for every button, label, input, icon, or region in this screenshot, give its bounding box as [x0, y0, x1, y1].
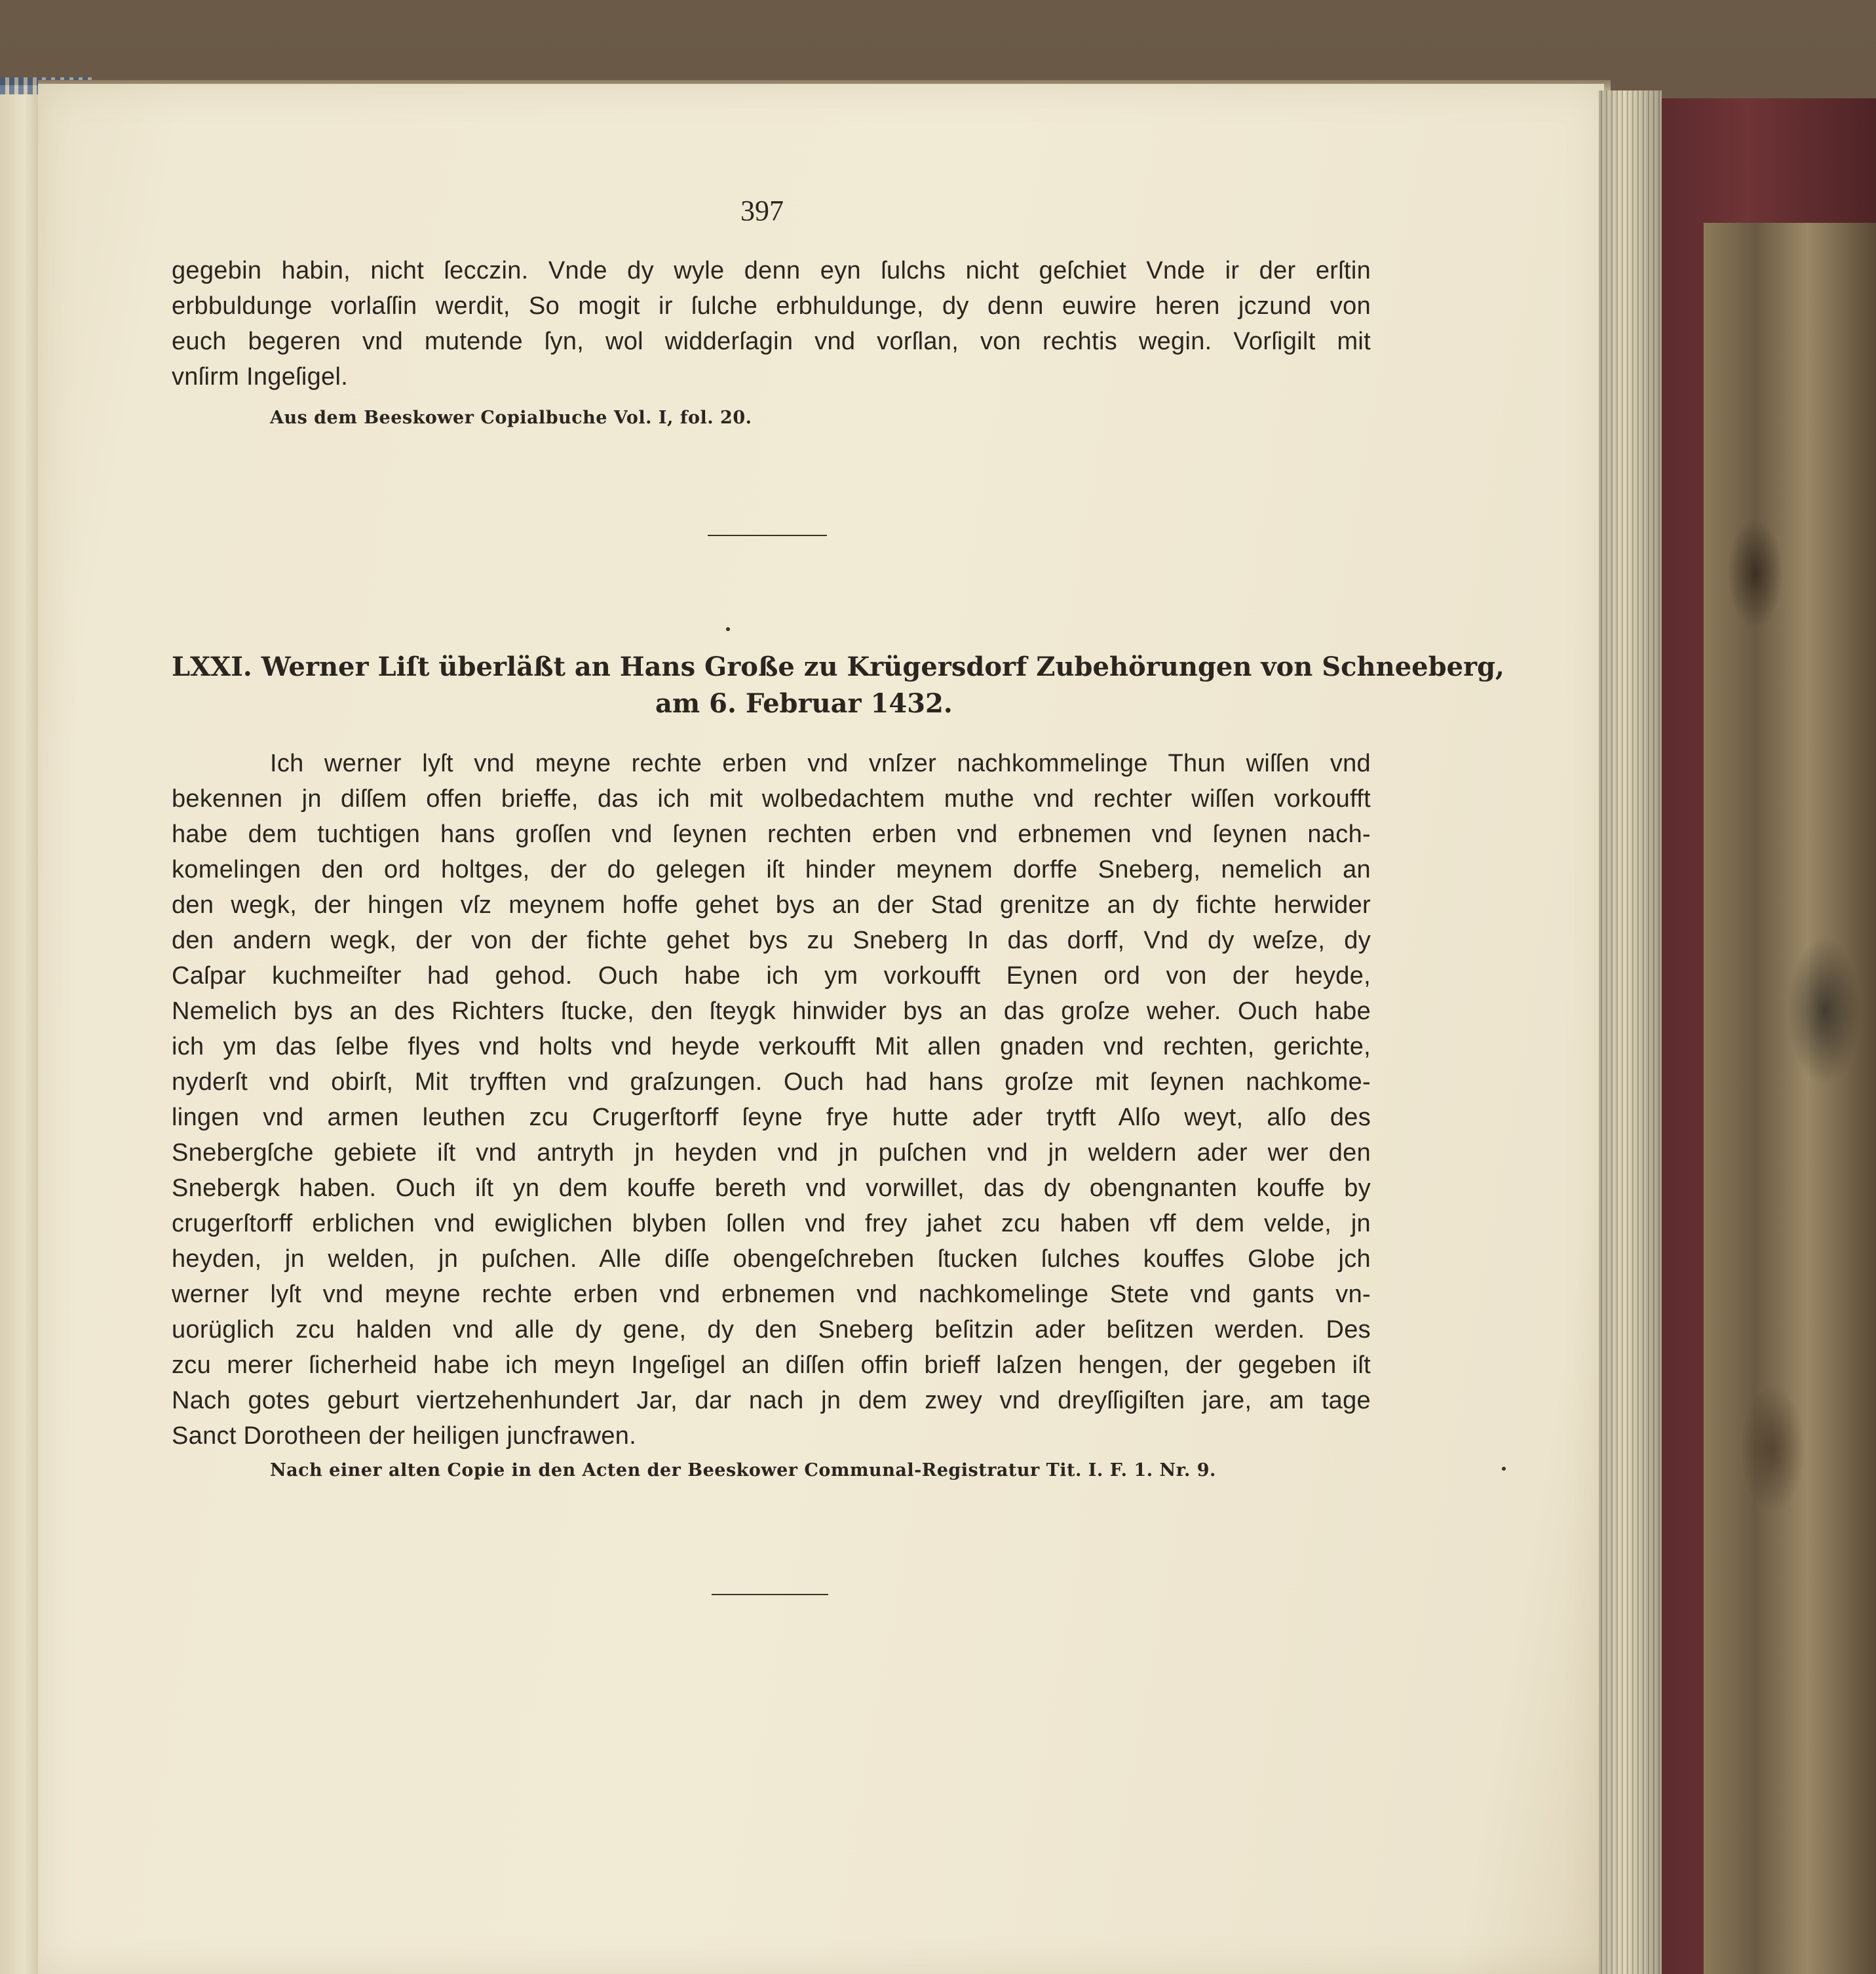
document-heading-line-1: LXXI. Werner Liſt überläßt an Hans Große zu Krügersdorf Zubehörungen von Schneeberg, — [172, 651, 1504, 682]
page-stack-shadow — [1599, 90, 1662, 1974]
margin-mark — [1502, 1467, 1506, 1471]
document-line: Snebergſche gebiete iſt vnd antryth jn heyden vnd jn puſchen vnd jn weldern ader wer den — [172, 1139, 1371, 1167]
continuation-line: gegebin habin, nicht ſecczin. Vnde dy wyle denn eyn ſulchs nicht geſchiet Vnde ir der erſtin — [172, 257, 1371, 284]
document-line: Ich werner lyſt vnd meyne rechte erben vnd vnſzer nachkommelinge Thun wiſſen vnd — [270, 750, 1371, 777]
facing-page-edge — [0, 85, 42, 1974]
document-line: Nemelich bys an des Richters ſtucke, den ſteygk hinwider bys an das groſze weher. Ouch habe — [172, 997, 1371, 1025]
continuation-line: euch begeren vnd mutende ſyn, wol widderſagin vnd vorſlan, von rechtis wegin. Vorſigilt mit — [172, 328, 1371, 355]
document-line: lingen vnd armen leuthen zcu Crugerſtorff ſeyne frye hutte ader trytft Alſo weyt, alſo des — [172, 1104, 1371, 1131]
document-line: habe dem tuchtigen hans groſſen vnd ſeynen rechten erben vnd erbnemen vnd ſeynen nach- — [172, 821, 1371, 848]
document-heading-line-2: am 6. Februar 1432. — [655, 688, 953, 719]
document-line: uorüglich zcu halden vnd alle dy gene, dy den Sneberg beſitzin ader beſitzen werden. Des — [172, 1316, 1371, 1344]
document-line: den andern wegk, der von der fichte gehet bys zu Sneberg In das dorff, Vnd dy weſze, dy — [172, 927, 1371, 954]
document-line: Snebergk haben. Ouch iſt yn dem kouffe bereth vnd vorwillet, das dy obengnanten kouffe by — [172, 1174, 1371, 1202]
continuation-source-note: Aus dem Beeskower Copialbuche Vol. I, fol. 20. — [270, 408, 752, 428]
document-line: Nach gotes geburt viertzehenhundert Jar, dar nach jn dem zwey vnd dreyſſigiſten jare, am tage — [172, 1387, 1371, 1414]
continuation-line: erbbuldunge vorlaſſin werdit, So mogit ir ſulche erbhuldunge, dy denn euwire heren jczund von — [172, 292, 1371, 320]
document-line: zcu merer ſicherheid habe ich meyn Ingeſigel an diſſen offin brieff laſzen hengen, der gegeben iſt — [172, 1351, 1371, 1379]
document-line: den wegk, der hingen vſz meynem hoffe gehet bys an der Stad grenitze an dy fichte herwider — [172, 891, 1371, 919]
continuation-line: vnſirm Ingeſigel. — [172, 363, 349, 391]
ornament-dot — [726, 627, 730, 631]
marbled-cover-paper — [1704, 223, 1876, 1974]
document-line: nyderſt vnd obirſt, Mit tryfften vnd graſzungen. Ouch had hans groſze mit ſeynen nachkome- — [172, 1068, 1371, 1096]
document-line: crugerſtorff erblichen vnd ewiglichen blyben ſollen vnd frey jahet zcu haben vff dem velde, jn — [172, 1210, 1371, 1237]
document-line: Caſpar kuchmeiſter had gehod. Ouch habe ich ym vorkoufft Eynen ord von der heyde, — [172, 962, 1371, 990]
closing-separator-rule — [712, 1594, 828, 1595]
page-number: 397 — [740, 195, 784, 227]
document-line: werner lyſt vnd meyne rechte erben vnd erbnemen vnd nachkomelinge Stete vnd gants vn- — [172, 1281, 1371, 1308]
section-separator-rule — [708, 535, 827, 536]
document-source-note: Nach einer alten Copie in den Acten der Beeskower Communal-Registratur Tit. I. F. 1. Nr. 9. — [270, 1460, 1216, 1480]
document-line: heyden, jn welden, jn puſchen. Alle diſſe obengeſchreben ſtucken ſulches kouffes Globe jch — [172, 1245, 1371, 1273]
document-line: komelingen den ord holtges, der do gelegen iſt hinder meynem dorffe Sneberg, nemelich an — [172, 856, 1371, 883]
document-line: Sanct Dorotheen der heiligen juncfrawen. — [172, 1422, 637, 1450]
document-line: bekennen jn diſſem offen brieffe, das ich mit wolbedachtem muthe vnd rechter wiſſen vorkoufft — [172, 785, 1371, 813]
document-line: ich ym das ſelbe flyes vnd holts vnd heyde verkoufft Mit allen gnaden vnd rechten, gerichte, — [172, 1033, 1371, 1060]
